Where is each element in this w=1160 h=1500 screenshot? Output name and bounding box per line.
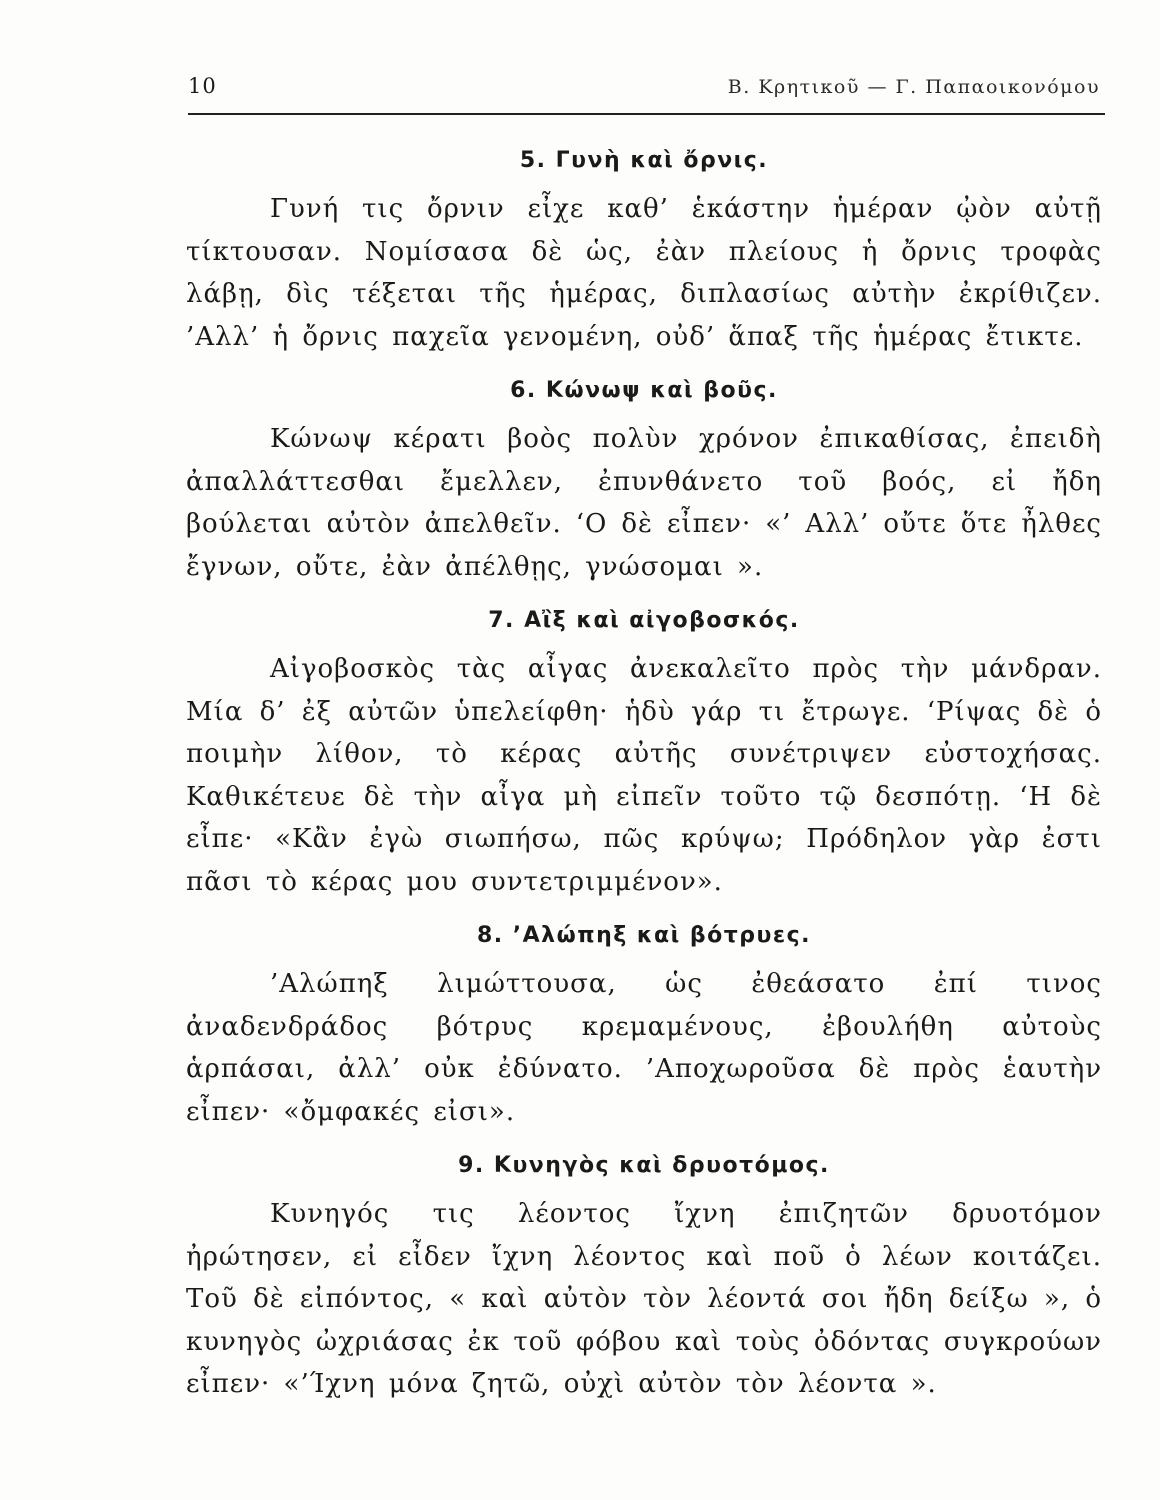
- fable-title: 8. ’Αλώπηξ καὶ βότρυες.: [476, 923, 812, 948]
- fable-6: [186, 374, 1102, 588]
- fable-title: 9. Κυνηγὸς καὶ δρυοτόμος.: [458, 1153, 830, 1178]
- fable-title: 5. Γυνὴ καὶ ὄρνις.: [519, 148, 769, 173]
- header-rule: [188, 113, 1105, 115]
- page-number: 10: [188, 74, 217, 98]
- fable-text: Κυνηγός τις λέοντος ἴχνη ἐπιζητῶν δρυοτόμον ἠρώτησεν, εἰ εἶδεν ἴχνη λέοντος καὶ ποῦ ὁ λέων κοιτάζει. Τοῦ δὲ εἰπόντος, « καὶ αὐτὸν τὸν λέοντά σοι ἤδη δείξω », ὁ κυνηγὸς ὠχριάσας ἐκ τοῦ φόβου καὶ τοὺς ὀδόντας συγκρούων εἶπεν· «’Ίχνη μόνα ζητῶ, οὐχὶ αὐτὸν τὸν λέοντα ».: [186, 1199, 1102, 1399]
- fable-8: [186, 919, 1102, 1133]
- fable-title: 7. Αἲξ καὶ αἰγοβοσκός.: [488, 608, 800, 633]
- fable-7: [186, 604, 1102, 903]
- fable-title: 6. Κώνωψ καὶ βοῦς.: [510, 378, 778, 403]
- page-header: [188, 70, 1110, 110]
- page-content: [186, 128, 1102, 1406]
- fable-text: Γυνή τις ὄρνιν εἶχε καθ’ ἑκάστην ἡμέραν ᾠὸν αὐτῇ τίκτουσαν. Νομίσασα δὲ ὡς, ἐὰν πλείους ἡ ὄρνις τροφὰς λάβῃ, δὶς τέξεται τῆς ἡμέρας, διπλασίως αὐτὴν ἐκρίθιζεν. ’Αλλ’ ἡ ὄρνις παχεῖα γενομένη, οὐδ’ ἅπαξ τῆς ἡμέρας ἔτικτε.: [186, 194, 1102, 352]
- fable-9: [186, 1149, 1102, 1406]
- fable-5: [186, 144, 1102, 358]
- fable-text: ’Αλώπηξ λιμώττουσα, ὡς ἐθεάσατο ἐπί τινος ἀναδενδράδος βότρυς κρεμαμένους, ἐβουλήθη αὐτοὺς ἁρπάσαι, ἀλλ’ οὐκ ἐδύνατο. ’Αποχωροῦσα δὲ πρὸς ἑαυτὴν εἶπεν· «ὄμφακές εἰσι».: [186, 969, 1102, 1127]
- fable-text: Κώνωψ κέρατι βοὸς πολὺν χρόνον ἐπικαθίσας, ἐπειδὴ ἀπαλλάττεσθαι ἔμελλεν, ἐπυνθάνετο τοῦ βοός, εἰ ἤδη βούλεται αὐτὸν ἀπελθεῖν. ‘Ο δὲ εἶπεν· «’ Αλλ’ οὔτε ὅτε ἦλθες ἔγνων, οὔτε, ἐὰν ἀπέλθῃς, γνώσομαι ».: [186, 424, 1102, 582]
- running-head: Β. Κρητικοῦ — Γ. Παπαοικονόμου: [727, 76, 1100, 98]
- fable-text: Αἰγοβοσκὸς τὰς αἶγας ἀνεκαλεῖτο πρὸς τὴν μάνδραν. Μία δ’ ἐξ αὐτῶν ὑπελείφθη· ἡδὺ γάρ τι ἔτρωγε. ‘Ρίψας δὲ ὁ ποιμὴν λίθον, τὸ κέρας αὐτῆς συνέτριψεν εὐστοχήσας. Καθικέτευε δὲ τὴν αἶγα μὴ εἰπεῖν τοῦτο τῷ δεσπότῃ. ‘Η δὲ εἶπε· «Κἂν ἐγὼ σιωπήσω, πῶς κρύψω; Πρόδηλον γὰρ ἐστι πᾶσι τὸ κέρας μου συντετριμμένον».: [186, 654, 1102, 897]
